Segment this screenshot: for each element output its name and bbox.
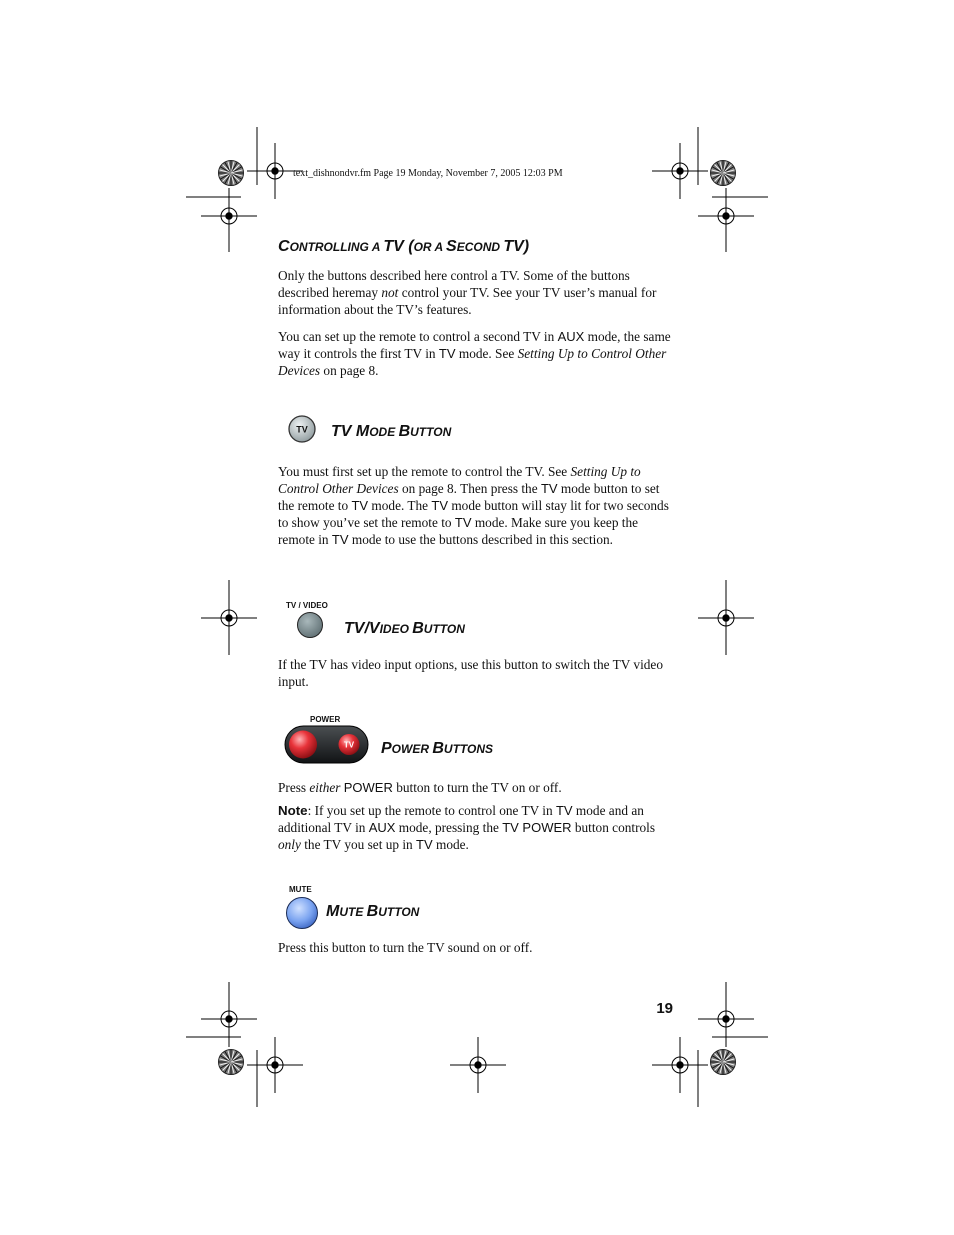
registration-target-icon — [698, 590, 754, 646]
text-run: mode, the same way it controls the first TV in — [278, 329, 671, 361]
text-run: only — [278, 837, 301, 852]
section-heading-tv-video — [344, 620, 465, 638]
mute-button-icon — [285, 896, 319, 930]
paragraph-intro — [278, 267, 678, 318]
text-run: mode, pressing the — [395, 820, 503, 835]
text-run: the TV you set up in — [300, 837, 417, 852]
registration-starburst-icon — [219, 161, 244, 186]
text-run: button controls — [571, 820, 656, 835]
registration-target-icon — [201, 991, 257, 1047]
heading-text-part: TV ( — [383, 238, 414, 255]
mute-icon-label: MUTE — [289, 885, 312, 894]
text-run: TV POWER — [502, 820, 572, 835]
heading-text-part: M — [326, 903, 340, 920]
power-buttons-icon — [284, 725, 370, 765]
heading-text-part: UTTON — [378, 905, 420, 919]
text-run: TV — [555, 803, 573, 818]
text-run: not — [381, 285, 399, 300]
paragraph-tv-mode — [278, 463, 678, 548]
paragraph-power-note — [278, 802, 678, 853]
registration-target-icon — [201, 590, 257, 646]
registration-target-icon — [698, 991, 754, 1047]
heading-text-part: P — [381, 740, 392, 757]
text-run: TV — [438, 346, 456, 361]
text-run: mode and an additional TV in — [278, 803, 644, 835]
registration-target-icon — [450, 1037, 506, 1093]
heading-text-part: OR A — [413, 240, 447, 254]
registration-target-icon — [652, 1037, 708, 1093]
text-run: either — [309, 780, 341, 795]
tv-video-icon-label: TV / VIDEO — [286, 601, 328, 610]
tv-mode-icon-label: TV — [296, 424, 308, 435]
heading-text-part: UTE — [339, 905, 367, 919]
text-run: Note — [278, 803, 308, 818]
text-run: control your TV. See your TV user’s manual for information about the TV’s features. — [278, 285, 657, 317]
text-run: Only the buttons described here control a TV. Some of the buttons described heremay — [278, 268, 630, 300]
registration-starburst-icon — [711, 161, 736, 186]
text-run: mode. See — [455, 346, 518, 361]
section-heading-tv-mode — [331, 423, 451, 441]
text-run: TV — [431, 498, 449, 513]
text-run: TV — [454, 515, 472, 530]
text-run: mode. — [432, 837, 469, 852]
heading-text-part: S — [446, 238, 457, 255]
text-run: POWER — [343, 780, 393, 795]
text-run: mode button to set the remote to — [278, 481, 660, 513]
heading-text-part: IDEO — [379, 622, 413, 636]
heading-text-part: B — [432, 740, 444, 757]
paragraph-second-tv — [278, 328, 678, 379]
text-run: TV — [331, 532, 349, 547]
section-heading-mute — [326, 903, 419, 921]
heading-text-part: OWER — [391, 742, 433, 756]
text-run: on page 8. — [320, 363, 379, 378]
heading-text-part: TV M — [331, 423, 370, 440]
heading-text-part: UTTON — [410, 425, 452, 439]
registration-starburst-icon — [711, 1050, 736, 1075]
text-run: Setting Up to Control Other Devices — [278, 464, 641, 496]
registration-target-icon — [698, 188, 754, 244]
heading-text-part: UTTONS — [443, 742, 494, 756]
section-heading-controlling-tv — [278, 238, 529, 256]
text-run: TV — [416, 837, 433, 852]
heading-text-part: C — [278, 238, 290, 255]
text-run: mode to use the buttons described in this section. — [348, 532, 613, 547]
paragraph-power — [278, 779, 678, 796]
text-run: mode. The — [368, 498, 432, 513]
heading-text-part: UTTON — [423, 622, 465, 636]
power-tv-icon-label: TV — [343, 740, 355, 750]
tv-video-button-icon — [296, 611, 324, 639]
heading-text-part: B — [412, 620, 424, 637]
tv-mode-button-icon — [287, 414, 317, 444]
heading-text-part: ECOND — [456, 240, 504, 254]
heading-text-part: TV) — [503, 238, 530, 255]
text-run: TV — [351, 498, 369, 513]
text-run: : If you set up the remote to control one TV in — [307, 803, 556, 818]
text-run: You must first set up the remote to control the TV. See — [278, 464, 571, 479]
text-run: button to turn the TV on or off. — [392, 780, 562, 795]
text-run: Setting Up to Control Other Devices — [278, 346, 667, 378]
registration-target-icon — [247, 1037, 303, 1093]
power-icon-label: POWER — [310, 715, 341, 724]
text-run: mode. Make sure you keep the remote in — [278, 515, 639, 547]
page-number: 19 — [656, 1000, 673, 1017]
registration-target-icon — [201, 188, 257, 244]
text-run: AUX — [368, 820, 396, 835]
heading-text-part: B — [366, 903, 379, 920]
registration-target-icon — [652, 143, 708, 199]
text-run: mode button will stay lit for two seconds to show you’ve set the remote to — [278, 498, 669, 530]
registration-starburst-icon — [219, 1050, 244, 1075]
paragraph-tv-video: If the TV has video input options, use this button to switch the TV video input. — [278, 657, 663, 689]
text-run: TV — [540, 481, 558, 496]
file-info-header: text_dishnondvr.fm Page 19 Monday, November 7, 2005 12:03 PM — [293, 168, 563, 179]
text-run: You can set up the remote to control a second TV in — [278, 329, 558, 344]
section-heading-power — [381, 740, 493, 758]
heading-text-part: ODE — [369, 425, 399, 439]
text-run: Press — [278, 780, 310, 795]
text-run: on page 8. Then press the — [398, 481, 541, 496]
heading-text-part: ONTROLLING A — [289, 240, 384, 254]
heading-text-part: TV/V — [344, 620, 380, 637]
heading-text-part: B — [398, 423, 411, 440]
paragraph-mute: Press this button to turn the TV sound on or off. — [278, 940, 533, 955]
text-run: AUX — [557, 329, 585, 344]
